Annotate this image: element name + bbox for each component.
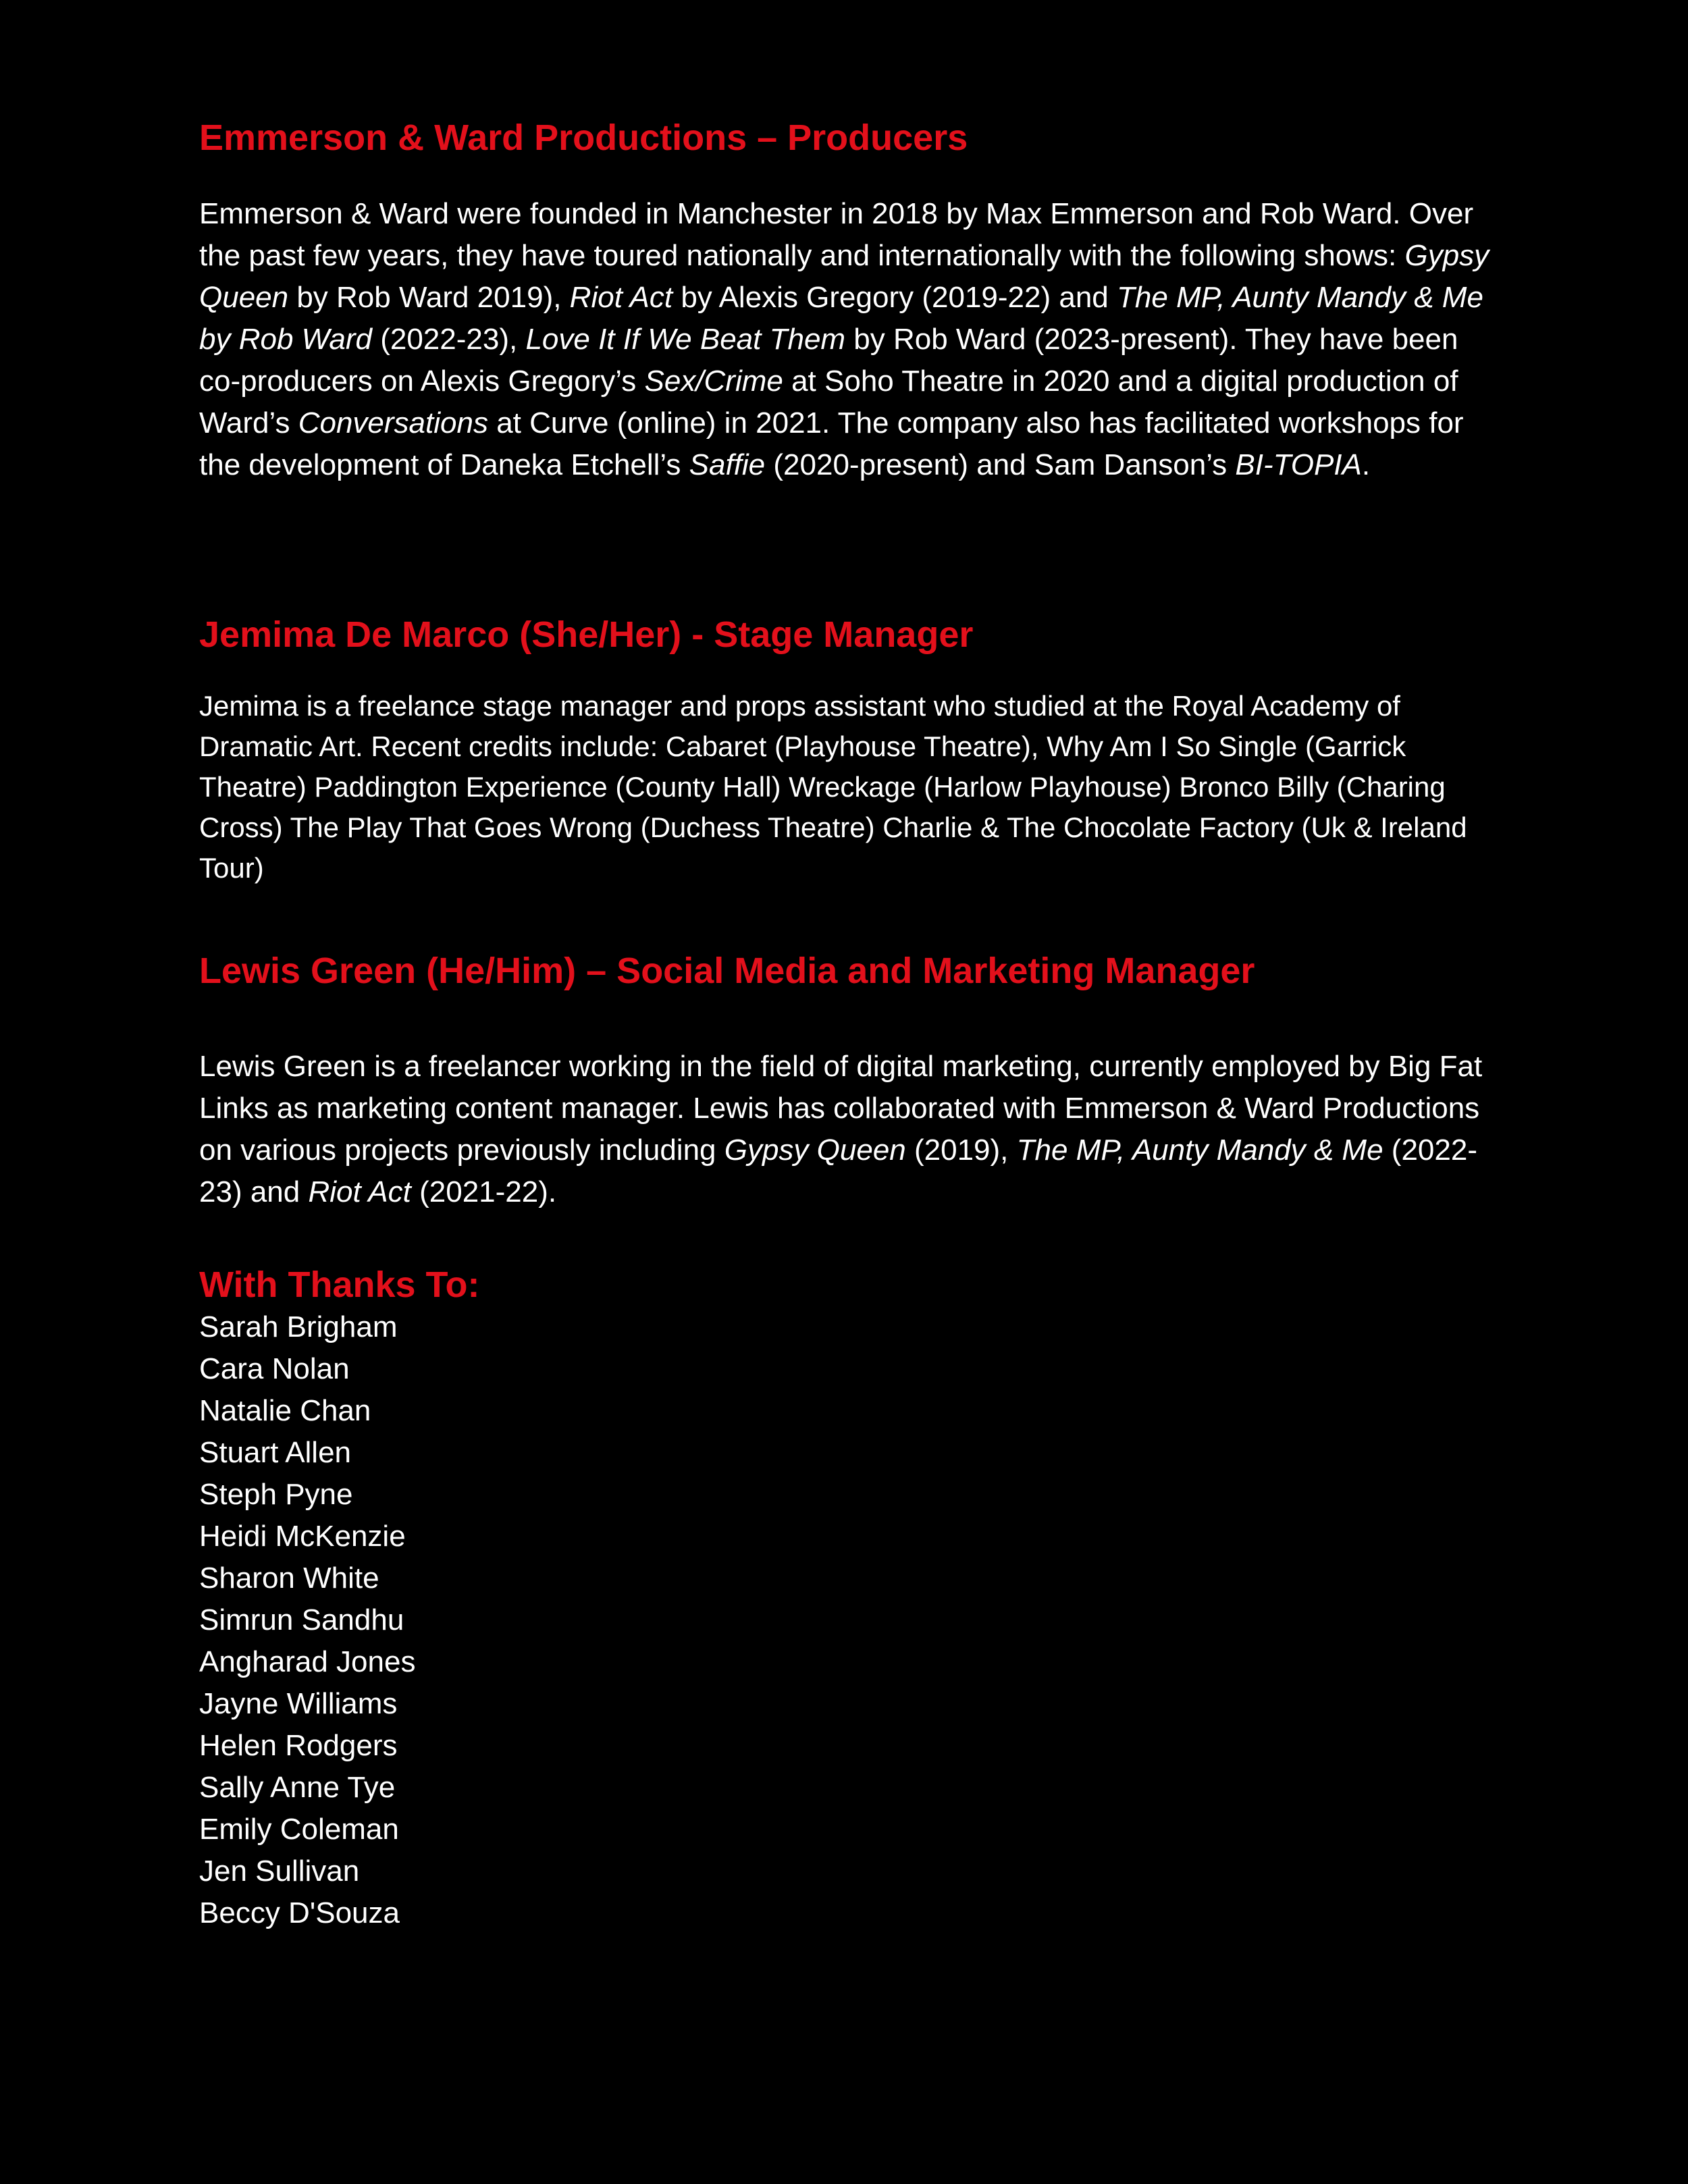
thanks-name: Jayne Williams [199,1687,398,1720]
thanks-name: Emily Coleman [199,1813,399,1846]
thanks-name: Stuart Allen [199,1436,352,1469]
thanks-name: Cara Nolan [199,1352,350,1385]
body-text-run: . [1361,448,1371,481]
body-text-run: by Rob Ward (2023-present). They have been co-producers on Alexis Gregory’s [199,323,1458,398]
body-text-run: (2022-23) and [199,1134,1477,1208]
italic-title-text: Riot Act [308,1175,411,1208]
section-body [199,1046,1502,1213]
italic-title-text: The MP, Aunty Mandy & Me [1016,1134,1383,1167]
thanks-name: Heidi McKenzie [199,1520,406,1553]
producers-section [199,116,1502,486]
thanks-list [199,1306,1502,1934]
body-text-run: Lewis Green is a freelancer working in the field of digital marketing, currently employed by Big Fat Links as marketing content manager. Lewis has collaborated with Emmerson & Ward Productions on various projects previously including [199,1050,1483,1167]
section-body [199,193,1502,486]
section-heading: Emmerson & Ward Productions – Producers [199,117,968,158]
italic-title-text: Love It If We Beat Them [525,323,846,356]
thanks-name: Steph Pyne [199,1478,353,1511]
thanks-name: Angharad Jones [199,1645,416,1678]
thanks-name: Sharon White [199,1562,379,1595]
section-heading: Lewis Green (He/Him) – Social Media and Marketing Manager [199,951,1255,991]
body-text-run: at Soho Theatre in 2020 and a digital production of Ward’s [199,365,1458,440]
italic-title-text: BI-TOPIA [1235,448,1362,481]
italic-title-text: Sex/Crime [644,365,783,398]
body-text-run: (2022-23), [371,323,526,356]
italic-title-text: Gypsy Queen [199,239,1489,314]
body-text-run: Jemima is a freelance stage manager and props assistant who studied at the Royal Academy of Dramatic Art. Recent credits include: Cabaret (Playhouse Theatre), Why Am I So Single (Garrick Theatre) Paddington Experience (County Hall) Wreckage (Harlow Playhouse) Bronco Billy (Charing Cross) The Play That Goes Wrong (Duchess Theatre) Charlie & The Chocolate Factory (Uk & Ireland Tour) [199,690,1467,884]
italic-title-text: Gypsy Queen [724,1134,906,1167]
thanks-name: Natalie Chan [199,1394,371,1427]
body-text-run: at Curve (online) in 2021. The company also has facilitated workshops for the development of Daneka Etchell’s [199,406,1464,481]
section-heading: Jemima De Marco (She/Her) - Stage Manager [199,614,974,655]
italic-title-text: Conversations [298,406,488,440]
body-text-run: (2019), [905,1134,1017,1167]
thanks-name: Sarah Brigham [199,1310,398,1343]
thanks-name: Jen Sullivan [199,1855,360,1888]
italic-title-text: The MP, Aunty Mandy & Me by Rob Ward [199,281,1483,356]
body-text-run: (2020-present) and Sam Danson’s [765,448,1236,481]
italic-title-text: Riot Act [569,281,673,314]
body-text-run: Emmerson & Ward were founded in Manchester in 2018 by Max Emmerson and Rob Ward. Over the past few years, they have toured nationally and internationally with the following shows: [199,197,1474,272]
thanks-name: Helen Rodgers [199,1729,398,1762]
thanks-heading: With Thanks To: [199,1264,480,1305]
body-text-run: by Rob Ward 2019), [288,281,570,314]
thanks-name: Sally Anne Tye [199,1771,396,1804]
thanks-name: Beccy D'Souza [199,1896,400,1929]
body-text-run: by Alexis Gregory (2019-22) and [672,281,1117,314]
body-text-run: (2021-22). [411,1175,557,1208]
thanks-name: Simrun Sandhu [199,1603,404,1636]
italic-title-text: Saffie [689,448,766,481]
section-body [199,686,1502,888]
stage-manager-section [199,613,1502,888]
marketing-manager-section [199,949,1502,1213]
thanks-section [199,1263,1502,1934]
